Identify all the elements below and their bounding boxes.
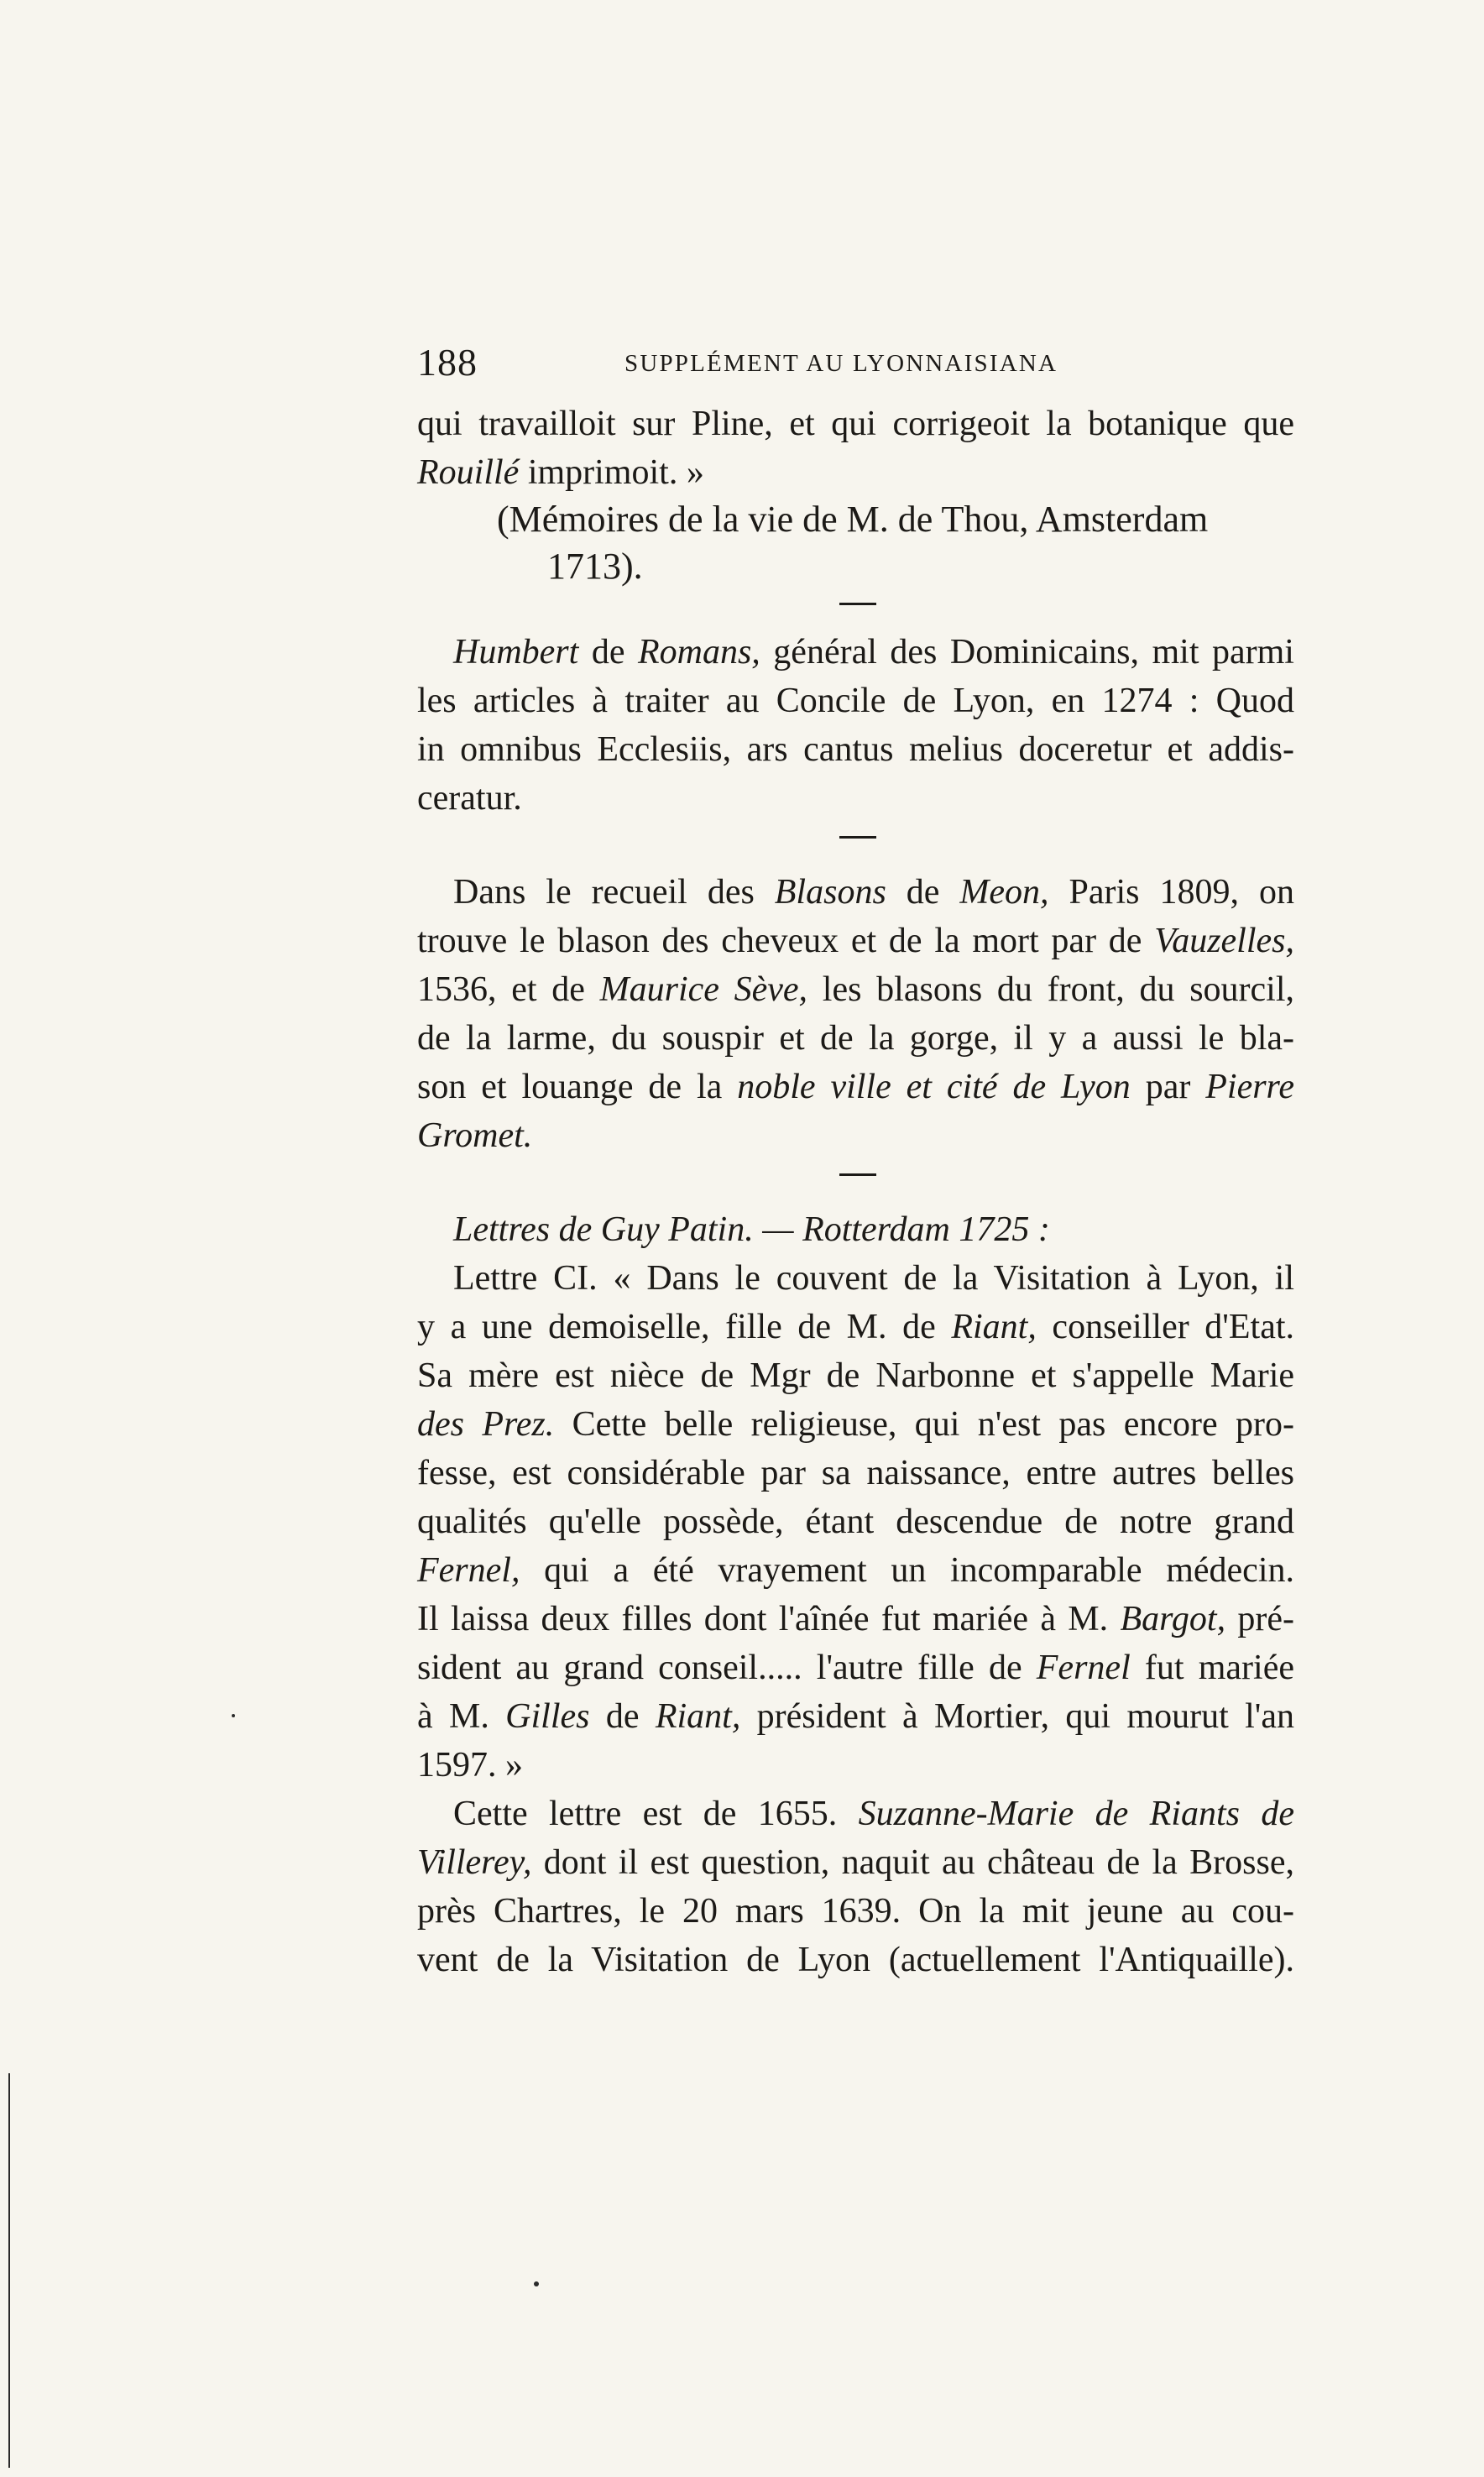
citation-line: (Mémoires de la vie de M. de Thou, Amsterdam xyxy=(497,499,1209,540)
text-line: qui travailloit sur Pline, et qui corrigeoit la botanique que xyxy=(417,405,1294,443)
running-title: SUPPLÉMENT AU LYONNAISIANA xyxy=(624,350,1058,377)
text-line: Il laissa deux filles dont l'aînée fut mariée à M. Bargot, pré- xyxy=(417,1600,1294,1638)
text-line: qualités qu'elle possède, étant descendue de notre grand xyxy=(417,1502,1294,1541)
text-line: ceratur. xyxy=(417,779,522,818)
section-separator xyxy=(839,1173,876,1176)
text-line: à M. Gilles de Riant, président à Mortier, qui mourut l'an xyxy=(417,1697,1294,1736)
text-line: in omnibus Ecclesiis, ars cantus melius doceretur et addis- xyxy=(417,730,1294,769)
text-line: Rouillé imprimoit. » xyxy=(417,453,704,492)
text-line: des Prez. Cette belle religieuse, qui n'est pas encore pro- xyxy=(417,1405,1294,1444)
text-line: près Chartres, le 20 mars 1639. On la mit jeune au cou- xyxy=(417,1892,1294,1931)
text-line: Fernel, qui a été vrayement un incomparable médecin. xyxy=(417,1551,1294,1590)
scan-dot xyxy=(232,1714,235,1717)
text-line: les articles à traiter au Concile de Lyon, en 1274 : Quod xyxy=(417,682,1294,720)
text-line: Sa mère est nièce de Mgr de Narbonne et s'appelle Marie xyxy=(417,1356,1294,1395)
text-line: Lettre CI. « Dans le couvent de la Visitation à Lyon, il xyxy=(453,1259,1294,1298)
text-line: Cette lettre est de 1655. Suzanne-Marie de Riants de xyxy=(453,1795,1294,1833)
page-header xyxy=(417,340,1294,399)
text-line: son et louange de la noble ville et cité de Lyon par Pierre xyxy=(417,1068,1294,1106)
text-line: y a une demoiselle, fille de M. de Riant, conseiller d'Etat. xyxy=(417,1308,1294,1346)
text-line: Lettres de Guy Patin. — Rotterdam 1725 : xyxy=(453,1210,1050,1249)
text-line: 1597. » xyxy=(417,1746,523,1785)
text-line: Gromet. xyxy=(417,1116,533,1155)
section-separator xyxy=(839,836,876,839)
citation-line: 1713). xyxy=(547,546,643,587)
section-separator xyxy=(839,603,876,605)
text-line: Dans le recueil des Blasons de Meon, Paris 1809, on xyxy=(453,873,1294,912)
text-line: trouve le blason des cheveux et de la mort par de Vauzelles, xyxy=(417,922,1294,960)
text-line: vent de la Visitation de Lyon (actuellement l'Antiquaille). xyxy=(417,1941,1294,1979)
text-line: sident au grand conseil..... l'autre fille de Fernel fut mariée xyxy=(417,1649,1294,1687)
text-line: Humbert de Romans, général des Dominicains, mit parmi xyxy=(453,633,1294,672)
page-number: 188 xyxy=(417,341,478,384)
text-line: Villerey, dont il est question, naquit au château de la Brosse, xyxy=(417,1843,1294,1882)
scan-dot xyxy=(534,2281,539,2286)
text-line: fesse, est considérable par sa naissance, entre autres belles xyxy=(417,1454,1294,1492)
text-line: 1536, et de Maurice Sève, les blasons du front, du sourcil, xyxy=(417,970,1295,1009)
text-line: de la larme, du souspir et de la gorge, il y a aussi le bla- xyxy=(417,1019,1294,1058)
scan-edge-line xyxy=(8,2073,10,2468)
